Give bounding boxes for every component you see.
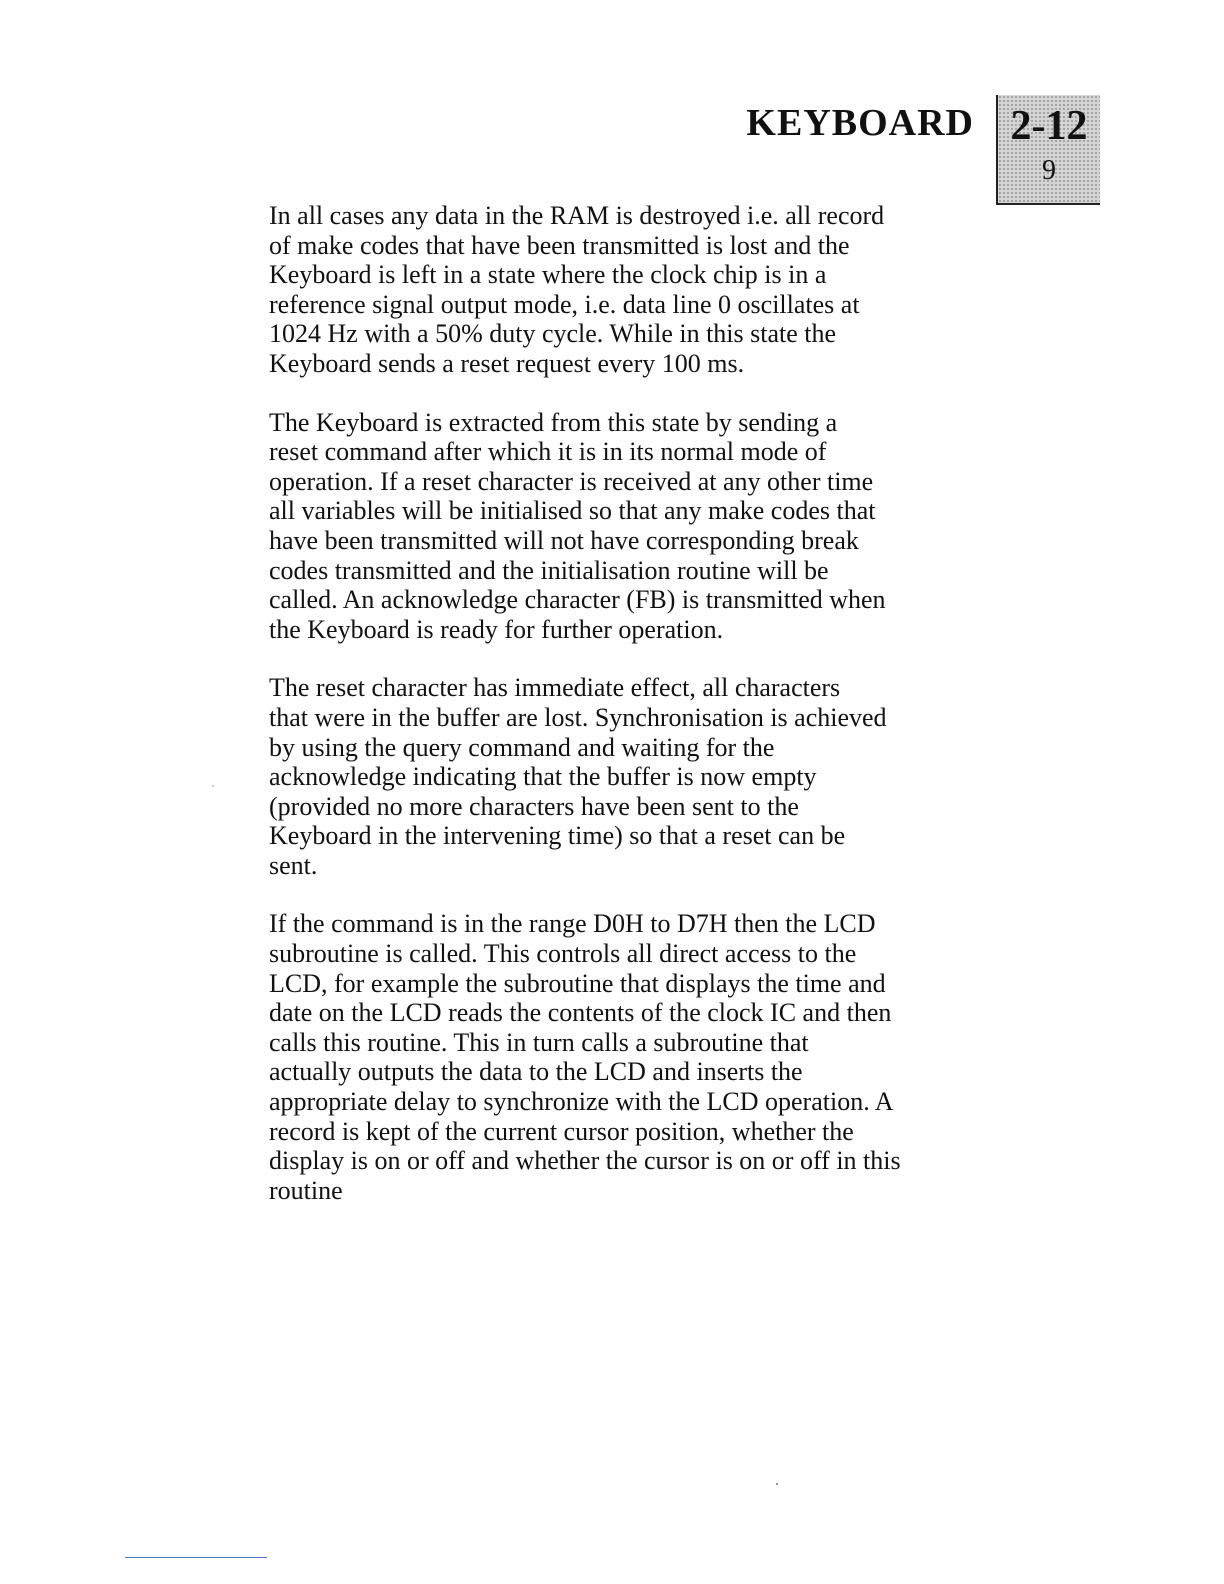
text-line: The Keyboard is extracted from this state by sending a	[269, 407, 838, 437]
text-line: the Keyboard is ready for further operation.	[269, 614, 724, 644]
text-line: Keyboard is left in a state where the clock chip is in a	[269, 260, 827, 290]
body-text	[243, 201, 988, 1234]
text-line: In all cases any data in the RAM is destroyed i.e. all record	[269, 201, 885, 230]
paragraph	[243, 673, 988, 880]
text-line: calls this routine. This in turn calls a subroutine that	[269, 1027, 809, 1057]
footer-rule	[125, 1557, 267, 1558]
text-line: by using the query command and waiting for the	[269, 732, 775, 762]
section-tab	[996, 95, 1100, 205]
text-line: 1024 Hz with a 50% duty cycle. While in this state the	[269, 319, 837, 349]
text-line: LCD, for example the subroutine that displays the time and	[269, 968, 886, 998]
text-line: actually outputs the data to the LCD and inserts the	[269, 1057, 803, 1087]
text-line: of make codes that have been transmitted is lost and the	[269, 230, 850, 260]
scan-speck	[212, 785, 214, 787]
text-line: acknowledge indicating that the buffer is now empty	[269, 762, 817, 792]
text-line: date on the LCD reads the contents of the clock IC and then	[269, 998, 892, 1028]
text-line: subroutine is called. This controls all direct access to the	[269, 939, 857, 969]
text-line: If the command is in the range D0H to D7H then the LCD	[269, 909, 876, 939]
text-line: appropriate delay to synchronize with the LCD operation. A	[269, 1087, 894, 1117]
text-line: called. An acknowledge character (FB) is transmitted when	[269, 585, 886, 615]
page-number: 9	[1042, 155, 1056, 186]
scan-speck	[776, 1483, 778, 1485]
text-line: record is kept of the current cursor position, whether the	[269, 1116, 854, 1146]
text-line: reset command after which it is in its normal mode of	[269, 437, 827, 467]
text-line: Keyboard sends a reset request every 100 ms.	[269, 348, 745, 378]
text-line: that were in the buffer are lost. Synchronisation is achieved	[269, 702, 887, 732]
text-line: The reset character has immediate effect, all characters	[269, 673, 841, 703]
text-line: have been transmitted will not have corresponding break	[269, 525, 859, 555]
text-line: reference signal output mode, i.e. data line 0 oscillates at	[269, 289, 860, 319]
paragraph	[243, 909, 988, 1205]
text-line: routine	[269, 1175, 343, 1205]
paragraph	[243, 408, 988, 645]
section-number: 2-12	[1010, 103, 1088, 149]
text-line: sent.	[269, 850, 318, 880]
text-line: display is on or off and whether the cursor is on or off in this	[269, 1146, 901, 1176]
text-line: codes transmitted and the initialisation routine will be	[269, 555, 829, 585]
text-line: Keyboard in the intervening time) so that a reset can be	[269, 821, 846, 851]
page-title: KEYBOARD	[746, 102, 974, 144]
text-line: all variables will be initialised so that any make codes that	[269, 496, 876, 526]
text-line: operation. If a reset character is received at any other time	[269, 466, 874, 496]
paragraph	[243, 201, 988, 379]
text-line: (provided no more characters have been sent to the	[269, 791, 799, 821]
